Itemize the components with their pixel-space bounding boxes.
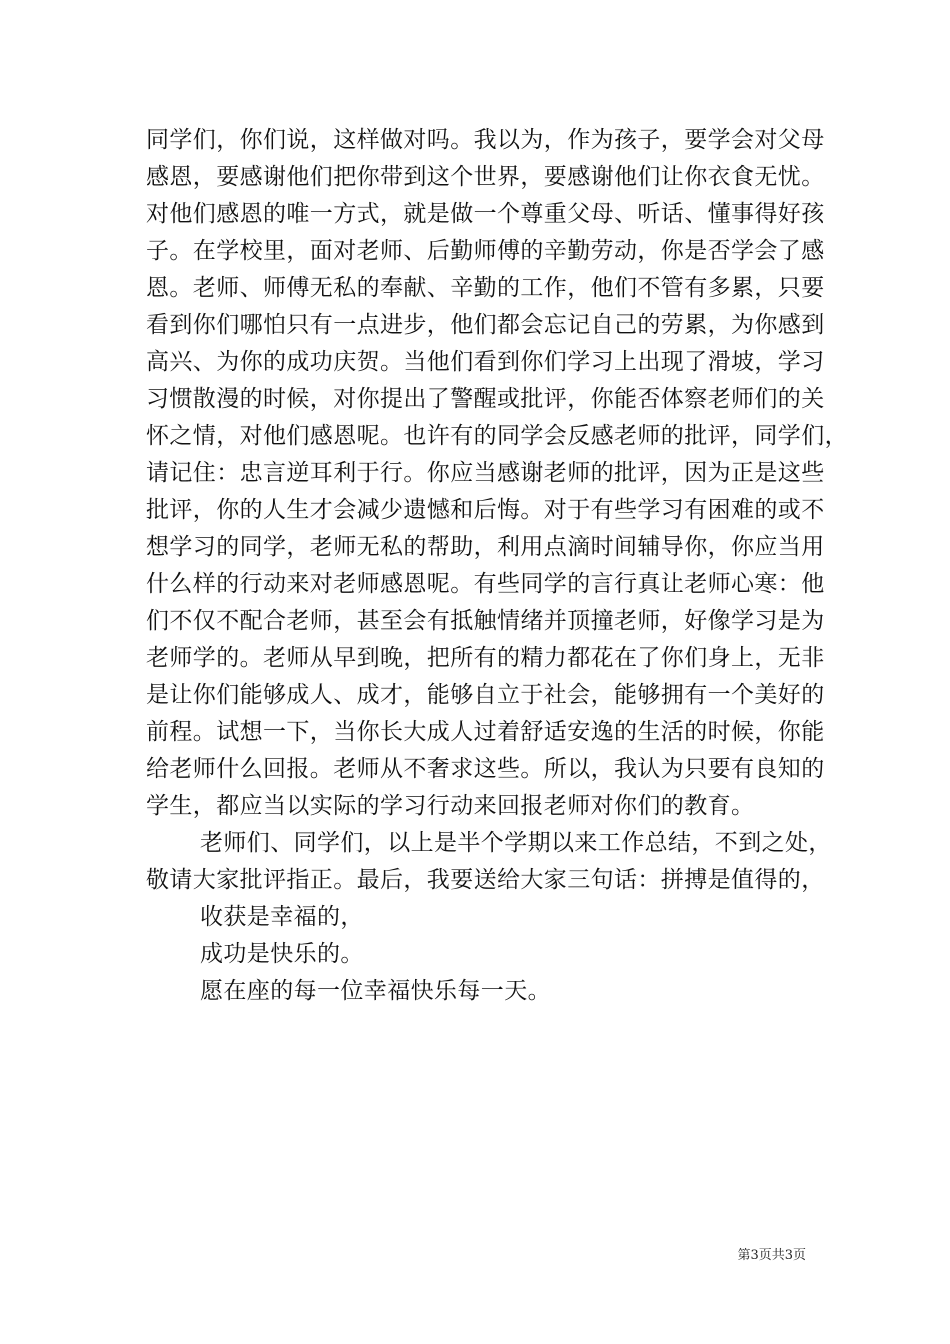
indented-line: 愿在座的每一位幸福快乐每一天。 <box>200 978 551 1004</box>
text-line: 请记住：忠言逆耳利于行。你应当感谢老师的批评，因为正是这些 <box>146 460 825 486</box>
text-line: 想学习的同学，老师无私的帮助，利用点滴时间辅导你，你应当用 <box>146 534 825 560</box>
text-line: 子。在学校里，面对老师、后勤师傅的辛勤劳动，你是否学会了感 <box>146 238 825 264</box>
text-line: 学生，都应当以实际的学习行动来回报老师对你们的教育。 <box>146 793 755 819</box>
text-line: 感恩，要感谢他们把你带到这个世界，要感谢他们让你衣食无忧。 <box>146 164 825 190</box>
text-line: 前程。试想一下，当你长大成人过着舒适安逸的生活的时候，你能 <box>146 719 825 745</box>
indented-line: 成功是快乐的。 <box>200 941 364 967</box>
page-number-footer: 第3页共3页 <box>737 1248 806 1263</box>
text-line: 老师学的。老师从早到晚，把所有的精力都花在了你们身上，无非 <box>146 645 825 671</box>
text-line: 高兴、为你的成功庆贺。当他们看到你们学习上出现了滑坡，学习 <box>146 349 825 375</box>
text-line: 怀之情，对他们感恩呢。也许有的同学会反感老师的批评，同学们， <box>146 423 848 449</box>
paragraph-start-line: 老师们、同学们，以上是半个学期以来工作总结，不到之处， <box>200 830 832 856</box>
text-line: 对他们感恩的唯一方式，就是做一个尊重父母、听话、懂事得好孩 <box>146 201 825 227</box>
indented-line: 收获是幸福的， <box>200 904 364 930</box>
body-text <box>146 122 848 1010</box>
text-line: 什么样的行动来对老师感恩呢。有些同学的言行真让老师心寒：他 <box>146 571 825 597</box>
text-line: 们不仅不配合老师，甚至会有抵触情绪并顶撞老师，好像学习是为 <box>146 608 825 634</box>
text-line: 是让你们能够成人、成才，能够自立于社会，能够拥有一个美好的 <box>146 682 825 708</box>
text-line: 习惯散漫的时候，对你提出了警醒或批评，你能否体察老师们的关 <box>146 386 825 412</box>
text-line: 敬请大家批评指正。最后，我要送给大家三句话：拼搏是值得的， <box>146 867 825 893</box>
text-line: 给老师什么回报。老师从不奢求这些。所以，我认为只要有良知的 <box>146 756 825 782</box>
text-line: 批评，你的人生才会减少遗憾和后悔。对于有些学习有困难的或不 <box>146 497 825 523</box>
text-line: 看到你们哪怕只有一点进步，他们都会忘记自己的劳累，为你感到 <box>146 312 825 338</box>
text-line: 恩。老师、师傅无私的奉献、辛勤的工作，他们不管有多累，只要 <box>146 275 825 301</box>
text-line: 同学们，你们说，这样做对吗。我以为，作为孩子，要学会对父母 <box>146 127 825 153</box>
